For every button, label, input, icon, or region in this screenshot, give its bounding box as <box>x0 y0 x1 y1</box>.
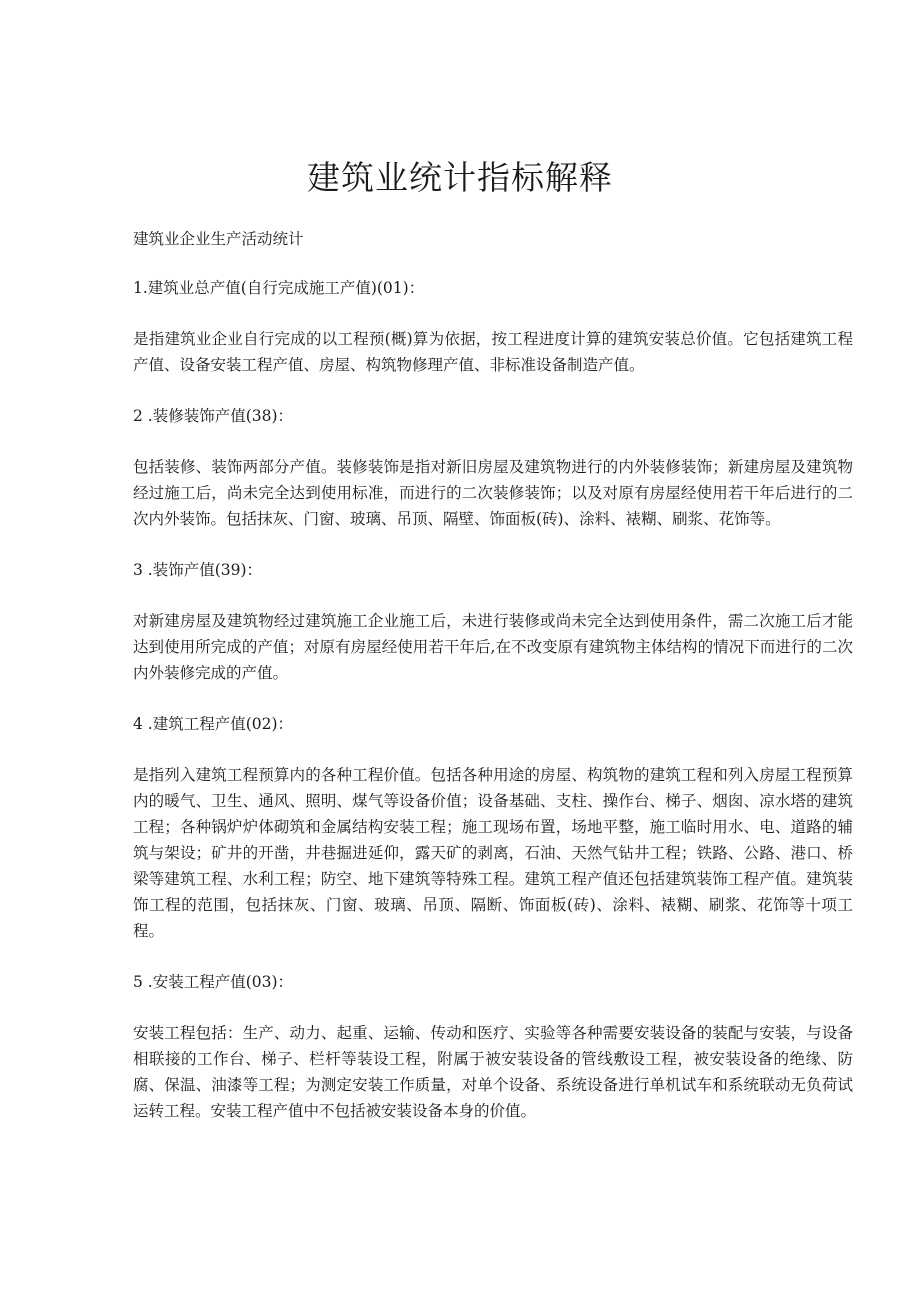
section-heading: 1.建筑业总产值(自行完成施工产值)(01)： <box>133 279 425 297</box>
section-heading: 5 .安装工程产值(03)： <box>133 973 294 991</box>
section <box>133 277 853 378</box>
document-subtitle: 建筑业企业生产活动统计 <box>133 230 304 248</box>
section-body: 对新建房屋及建筑物经过建筑施工企业施工后，未进行装修或尚未完全达到使用条件，需二次施工后才能达到使用所完成的产值；对原有房屋经使用若干年后,在不改变原有建筑物主体结构的情况下而进行的二次内外装修完成的产值。 <box>133 612 853 682</box>
section <box>133 971 853 1124</box>
page-title: 建筑业统计指标解释 <box>307 158 613 197</box>
section <box>133 559 853 686</box>
section <box>133 713 853 944</box>
section <box>133 405 853 532</box>
section-body: 包括装修、装饰两部分产值。装修装饰是指对新旧房屋及建筑物进行的内外装修装饰；新建房屋及建筑物经过施工后，尚未完全达到使用标准，而进行的二次装修装饰；以及对原有房屋经使用若干年后进行的二次内外装饰。包括抹灰、门窗、玻璃、吊顶、隔壁、饰面板(砖)、涂料、裱糊、刷浆、花饰等。 <box>133 458 853 528</box>
section-body: 是指建筑业企业自行完成的以工程预(概)算为依据，按工程进度计算的建筑安装总价值。它包括建筑工程产值、设备安装工程产值、房屋、构筑物修理产值、非标准设备制造产值。 <box>133 330 853 374</box>
section-heading: 4 .建筑工程产值(02)： <box>133 715 294 733</box>
section-body: 是指列入建筑工程预算内的各种工程价值。包括各种用途的房屋、构筑物的建筑工程和列入房屋工程预算内的暖气、卫生、通风、照明、煤气等设备价值；设备基础、支柱、操作台、梯子、烟囱、凉水塔的建筑工程；各种锅炉炉体砌筑和金属结构安装工程；施工现场布置，场地平整，施工临时用水、电、道路的辅筑与架设；矿井的开凿，井巷掘进延仰，露天矿的剥离，石油、天然气钻井工程；铁路、公路、港口、桥梁等建筑工程、水利工程；防空、地下建筑等特殊工程。建筑工程产值还包括建筑装饰工程产值。建筑装饰工程的范围，包括抹灰、门窗、玻璃、吊顶、隔断、饰面板(砖)、涂料、裱糊、刷浆、花饰等十项工程。 <box>133 766 853 940</box>
section-body: 安装工程包括：生产、动力、起重、运输、传动和医疗、实验等各种需要安装设备的装配与安装，与设备相联接的工作台、梯子、栏杆等装设工程，附属于被安装设备的管线敷设工程，被安装设备的绝缘、防腐、保温、油漆等工程；为测定安装工作质量，对单个设备、系统设备进行单机试车和系统联动无负荷试运转工程。安装工程产值中不包括被安装设备本身的价值。 <box>133 1024 853 1120</box>
section-heading: 2 .装修装饰产值(38)： <box>133 407 294 425</box>
document-body <box>133 228 853 1151</box>
section-heading: 3 .装饰产值(39)： <box>133 561 263 579</box>
